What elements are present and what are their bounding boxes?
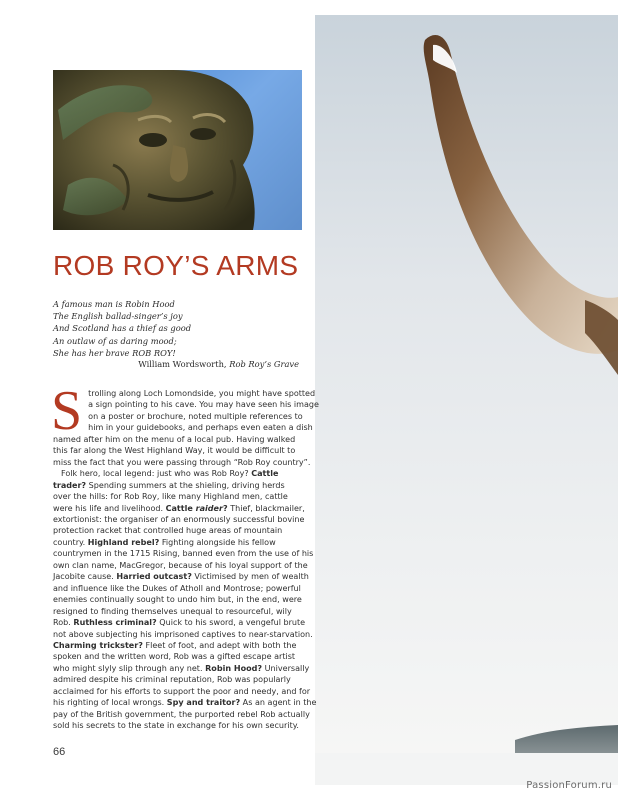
body-line <box>53 594 303 605</box>
body-line <box>53 709 310 720</box>
body-line <box>53 399 319 410</box>
attribution-work: Rob Roy’s Grave <box>229 359 299 369</box>
text-run: resigned to finding themselves unequal to resourceful, wily <box>53 606 292 616</box>
text-run: spoken and the written word, Rob was a gifted escape artist <box>53 652 296 662</box>
body-line <box>53 571 309 582</box>
body-line <box>53 629 313 640</box>
site-watermark: PassionForum.ru <box>526 780 612 791</box>
text-run: were his life and livelihood. <box>53 503 166 513</box>
text-run: Thief, blackmailer, <box>227 503 305 513</box>
text-run: Quick to his sword, a vengeful brute <box>156 618 306 628</box>
poem-line: A famous man is Robin Hood <box>53 299 175 309</box>
article-body <box>51 380 319 732</box>
bold-run: ? <box>222 503 228 513</box>
body-line <box>53 434 303 445</box>
text-run: trolling along Loch Lomondside, you might have spotted <box>88 389 316 398</box>
text-run: sold his secrets to the state in exchange for his own security. <box>53 721 299 731</box>
highland-cow-horn-photo <box>315 15 618 785</box>
body-line <box>53 606 303 617</box>
text-run: not above subjecting his imprisoned captives to near-starvation. <box>53 629 313 639</box>
body-line <box>53 445 303 456</box>
text-run: a sign pointing to his cave. You may have seen his image <box>88 400 319 410</box>
bold-run <box>196 504 223 513</box>
text-run: and influence like the Dukes of Atholl and Montrose; powerful <box>53 583 301 593</box>
text-run: Spending summers at the shieling, driving herds <box>86 480 285 490</box>
epigraph-poem <box>53 298 303 359</box>
text-run: Victimised by men of wealth <box>191 572 309 582</box>
drop-cap: S <box>51 380 83 442</box>
body-line <box>53 560 308 571</box>
body-line <box>53 537 303 548</box>
body-line <box>53 480 303 491</box>
rob-roy-statue-photo <box>53 70 302 230</box>
article-headline: ROB ROY’S ARMS <box>53 250 299 281</box>
poem-line: An outlaw of as daring mood; <box>53 335 177 346</box>
text-run: Rob. <box>53 618 74 628</box>
bold-run: Highland rebel? <box>87 537 160 547</box>
bold-run: Harried outcast? <box>116 572 192 582</box>
text-run: As an agent in the <box>240 698 317 708</box>
bold-run: Robin Hood? <box>205 663 263 673</box>
statue-illustration <box>53 70 302 230</box>
body-line <box>53 720 303 731</box>
text-run: acclaimed for his efforts to support the poor and needy, and for <box>53 686 311 696</box>
poem-line: And Scotland has a thief as good <box>53 323 192 334</box>
text-run: Universally <box>262 663 310 673</box>
body-line <box>53 411 303 422</box>
poem-line: The English ballad-singer’s joy <box>53 311 183 322</box>
body-line <box>53 651 303 662</box>
bold-run: Cattle <box>165 503 196 513</box>
poem-attribution <box>53 359 299 369</box>
text-run: his righting of local wrongs. <box>53 698 167 708</box>
bold-run: Cattle <box>251 469 279 479</box>
poem-line: She has her brave ROB ROY! <box>53 347 176 358</box>
body-line <box>53 457 311 468</box>
body-line <box>53 697 317 708</box>
text-run: enemies continually sought to undo him but, in the end, were <box>53 595 302 605</box>
body-line <box>53 686 311 697</box>
body-line <box>53 640 303 651</box>
bold-run: trader? <box>53 480 87 490</box>
horn-illustration <box>315 15 618 785</box>
body-line <box>53 503 303 514</box>
body-line <box>53 525 303 536</box>
text-run: named after him on the menu of a local pub. Having walked <box>53 434 296 444</box>
text-run: pay of the British government, the purported rebel Rob actually <box>53 709 310 719</box>
body-line <box>53 674 303 685</box>
page-number: 66 <box>53 746 66 758</box>
body-line <box>53 422 313 433</box>
attribution-author: William Wordsworth, <box>138 359 227 369</box>
text-run: extortionist: the organiser of an enormously successful bovine <box>53 514 305 524</box>
bold-run: Ruthless criminal? <box>73 618 157 628</box>
body-line <box>53 548 314 559</box>
text-run: who might slyly slip through any net. <box>53 663 206 673</box>
body-line <box>53 583 303 594</box>
body-line <box>53 663 310 674</box>
text-run: miss the fact that you were passing through “Rob Roy country”. <box>53 457 311 467</box>
body-line <box>53 468 303 479</box>
emphasis-run: raider <box>195 503 223 513</box>
body-line <box>53 514 303 525</box>
text-run: country. <box>53 537 88 547</box>
body-line <box>53 617 306 628</box>
text-run: him in your guidebooks, and perhaps even eaten a dish <box>88 423 313 433</box>
body-line <box>53 388 316 399</box>
text-run: Fleet of foot, and adept with both the <box>142 640 297 650</box>
bold-run: Charming trickster? <box>53 640 143 650</box>
text-run: over the hills: for Rob Roy, like many Highland men, cattle <box>53 492 288 502</box>
body-line <box>53 491 303 502</box>
text-run: Folk hero, local legend: just who was Rob Roy? <box>61 469 252 479</box>
text-run: countrymen in the 1715 Rising, banned even from the use of his <box>53 549 314 559</box>
text-run: admired despite his criminal reputation, Rob was popularly <box>53 675 291 685</box>
text-run: this far along the West Highland Way, it would be difficult to <box>53 446 296 456</box>
text-run: protection racket that controlled huge areas of mountain <box>53 526 283 536</box>
text-run: Fighting alongside his fellow <box>159 537 276 547</box>
text-run: Jacobite cause. <box>53 572 117 582</box>
text-run: own clan name, MacGregor, because of his loyal support of the <box>53 560 308 570</box>
bold-run: Spy and traitor? <box>166 698 241 708</box>
text-run: on a poster or brochure, noted multiple references to <box>88 411 303 421</box>
